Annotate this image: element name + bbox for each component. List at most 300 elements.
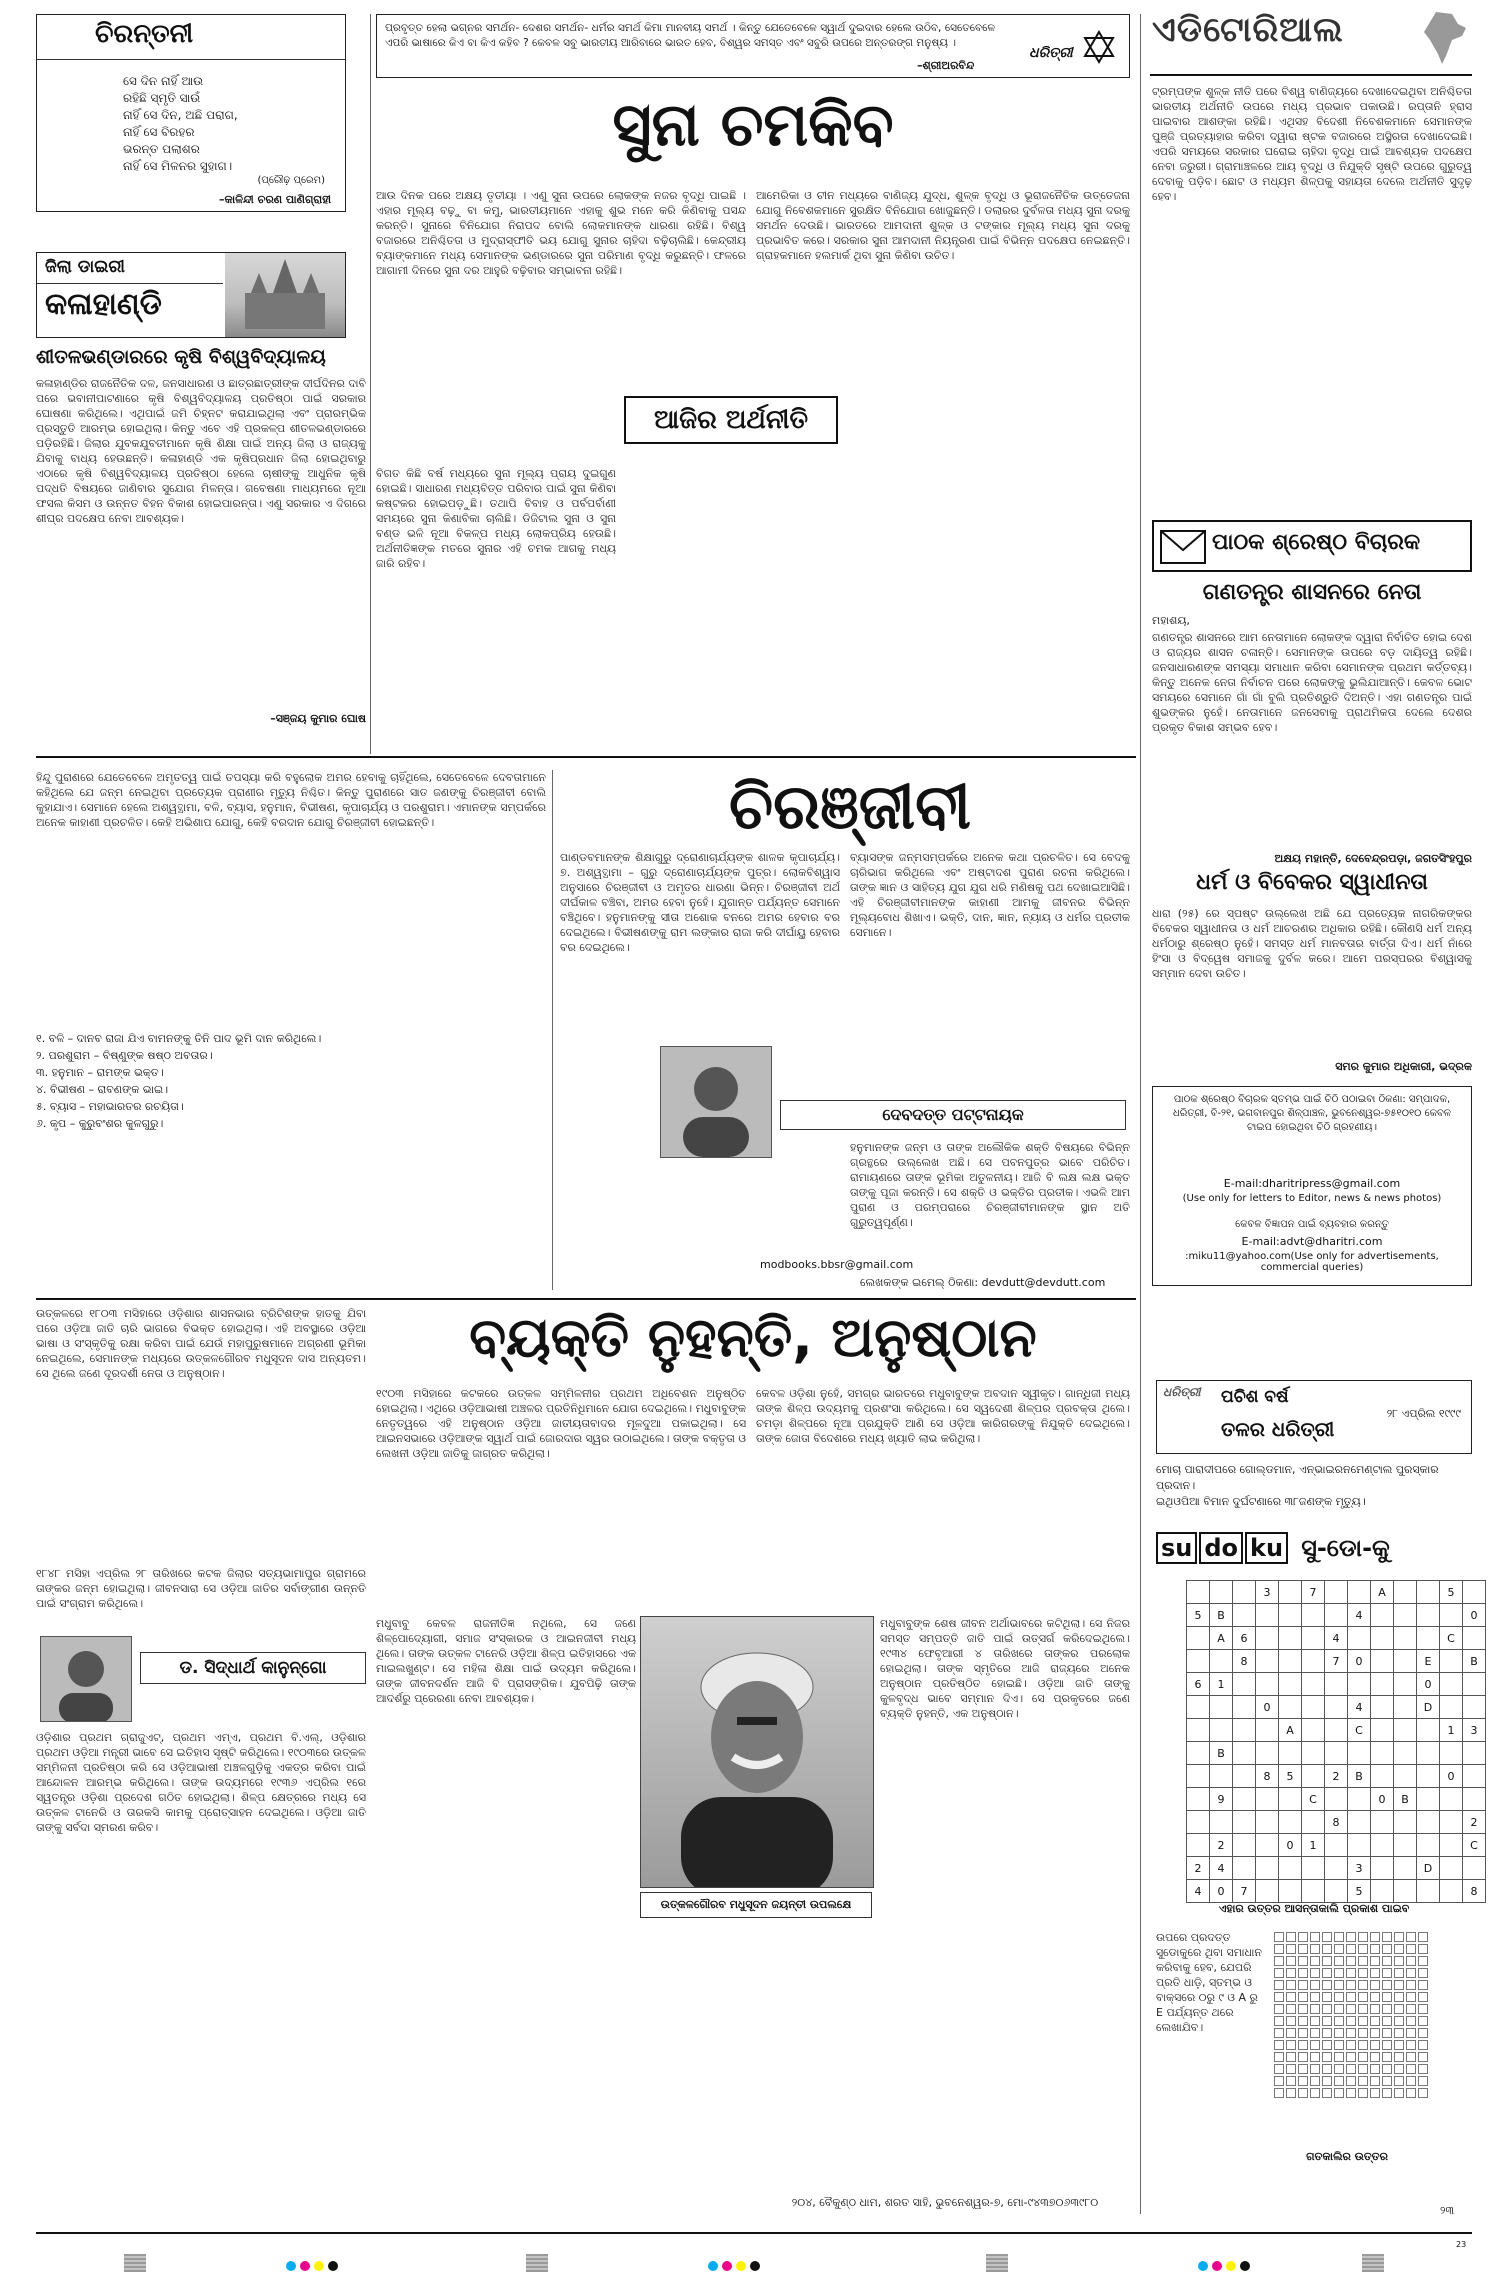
sudoku-cell[interactable] (1233, 1604, 1256, 1627)
chiranjeevi-col1: ହିନ୍ଦୁ ପୁରାଣରେ ଯେତେବେଳେ ଅମୃତତ୍ୱ ପାଇଁ ତପସ୍ୟା କରି ବହୁଲୋକ ଅମର ହେବାକୁ ଚାହିଁଥିଲେ, ସେତେବେଳେ ଦେବତାମାନେ କହିଥିଲେ ଯେ ଜନ୍ମ ନେଇଥିବା ପ୍ରତ୍ୟେକ ପ୍ରାଣୀର ମୃତ୍ୟୁ ନିଶ୍ଚିତ। କିନ୍ତୁ ପୁରାଣରେ ସାତ ଜଣଙ୍କୁ ଚିରଞ୍ଜୀବୀ ବୋଲି କୁହାଯାଏ। ସେମାନେ ହେଲେ ଅଶ୍ୱତ୍ଥାମା, ବଳି, ବ୍ୟାସ, ହନୁମାନ, ବିଭୀଷଣ, କୃପାଚାର୍ଯ୍ୟ ଓ ପରଶୁରାମ। ଏମାନଙ୍କ ସମ୍ପର୍କରେ ଅନେକ କାହାଣୀ ପ୍ରଚଳିତ। କେହି ଅଭିଶାପ ଯୋଗୁ, କେହି ବରଦାନ ଯୋଗୁ ଚିରଞ୍ଜୀବୀ ହୋଇଛନ୍ତି। (36, 771, 546, 829)
solution-cell (1406, 2028, 1416, 2038)
sudoku-cell[interactable] (1279, 1627, 1302, 1650)
sudoku-cell[interactable]: 5 (1279, 1765, 1302, 1788)
institution-col3b: ମଧୁବାବୁଙ୍କ ଶେଷ ଜୀବନ ଅର୍ଥାଭାବରେ କଟିଥିଲା। ସେ ନିଜର ସମସ୍ତ ସମ୍ପତ୍ତି ଜାତି ପାଇଁ ଉତ୍ସର୍ଗ କରିଦେଇଥିଲେ। ୧୯୩୪ ଫେବୃଆରୀ ୪ ତାରିଖରେ ତାଙ୍କର ପରଲୋକ ହୋଇଥିଲା। ତାଙ୍କ ସ୍ମୃତିରେ ଆଜି ରାଜ୍ୟରେ ଅନେକ ଅନୁଷ୍ଠାନ ପ୍ରତିଷ୍ଠିତ ହୋଇଛି। ଓଡ଼ିଆ ଜାତି ତାଙ୍କୁ କୁଳବୃଦ୍ଧ ଭାବେ ସମ୍ମାନ ଦିଏ। ସେ ପ୍ରକୃତରେ ଜଣେ ବ୍ୟକ୍ତି ନୁହନ୍ତି, ଏକ ଅନୁଷ୍ଠାନ। (880, 1617, 1130, 1720)
sudoku-cell[interactable] (1233, 1811, 1256, 1834)
sudoku-cell[interactable] (1417, 1627, 1440, 1650)
institution-headline: ବ୍ୟକ୍ତି ନୁହନ୍ତି, ଅନୁଷ୍ଠାନ (469, 1306, 1037, 1369)
sudoku-cell[interactable] (1440, 1742, 1463, 1765)
diary-district: କଳାହାଣ୍ଡି (45, 287, 162, 322)
sudoku-cell[interactable] (1187, 1650, 1210, 1673)
masthead-title: ଏଡିଟୋରିଆଲ (1152, 10, 1344, 50)
solution-cell (1406, 1956, 1416, 1966)
institution-col3: କେବଳ ଓଡ଼ିଶା ନୁହେଁ, ସମଗ୍ର ଭାରତରେ ମଧୁବାବୁଙ୍କ ଅବଦାନ ସ୍ୱୀକୃତ। ଗାନ୍ଧିଜୀ ମଧ୍ୟ ତାଙ୍କ ଶିଳ୍ପ ଉଦ୍ୟମକୁ ପ୍ରଶଂସା କରିଥିଲେ। ସେ ସ୍ୱଦେଶୀ ଶିଳ୍ପର ପ୍ରବକ୍ତା ଥିଲେ। ଚମଡ଼ା ଶିଳ୍ପରେ ନୂଆ ପ୍ରଯୁକ୍ତି ଆଣି ସେ ଓଡ଼ିଆ କାରିଗରଙ୍କୁ ନିଯୁକ୍ତି ଦେଇଥିଲେ। ତାଙ୍କ ଜୋତା ବିଦେଶରେ ମଧ୍ୟ ଖ୍ୟାତି ଲାଭ କରିଥିଲା। (756, 1387, 1130, 1445)
sudoku-cell[interactable] (1187, 1627, 1210, 1650)
sudoku-cell[interactable]: 8 (1325, 1811, 1348, 1834)
chiranjeevi-author-email[interactable]: ଲେଖକଙ୍କ ଇମେଲ୍ ଠିକଣା: devdutt@devdutt.com (860, 1276, 1106, 1289)
solution-cell (1298, 1980, 1308, 1990)
solution-cell (1298, 2040, 1308, 2050)
solution-cell (1346, 2088, 1356, 2098)
letter2-author: ସମର କୁମାର ଅଧିକାରୀ, ଭଦ୍ରକ (1335, 1060, 1472, 1073)
sudoku-cell[interactable] (1348, 1627, 1371, 1650)
sudoku-cell[interactable] (1417, 1834, 1440, 1857)
solution-cell (1406, 1992, 1416, 2002)
sudoku-cell[interactable] (1210, 1581, 1233, 1604)
solution-cell (1394, 2052, 1404, 2062)
sudoku-cell[interactable]: 4 (1187, 1880, 1210, 1903)
solution-cell (1310, 1956, 1320, 1966)
sudoku-cell[interactable] (1440, 1857, 1463, 1880)
solution-cell (1322, 2004, 1332, 2014)
diary-label: ଜିଲା ଡାଇରୀ (45, 257, 125, 277)
solution-cell (1298, 1992, 1308, 2002)
solution-cell (1406, 1980, 1416, 1990)
sudoku-cell[interactable] (1440, 1673, 1463, 1696)
solution-cell (1382, 2052, 1392, 2062)
sudoku-cell[interactable] (1279, 1696, 1302, 1719)
sudoku-cell[interactable] (1394, 1857, 1417, 1880)
sudoku-cell[interactable] (1279, 1581, 1302, 1604)
solution-cell (1394, 1980, 1404, 1990)
sudoku-title-part: ku (1245, 1532, 1288, 1564)
sudoku-cell[interactable] (1394, 1627, 1417, 1650)
sudoku-cell[interactable] (1233, 1834, 1256, 1857)
sudoku-cell[interactable] (1463, 1788, 1486, 1811)
sudoku-cell[interactable] (1394, 1811, 1417, 1834)
sudoku-cell[interactable] (1187, 1696, 1210, 1719)
sudoku-cell[interactable]: 0 (1210, 1880, 1233, 1903)
institution-col2: ୧୯୦୩ ମସିହାରେ କଟକରେ ଉତ୍କଳ ସମ୍ମିଳନୀର ପ୍ରଥମ ଅଧିବେଶନ ଅନୁଷ୍ଠିତ ହୋଇଥିଲା। ଏଥିରେ ଓଡ଼ିଆଭାଷୀ ଅଞ୍ଚଳର ପ୍ରତିନିଧିମାନେ ଯୋଗ ଦେଇଥିଲେ। ମଧୁବାବୁଙ୍କ ନେତୃତ୍ୱରେ ଏହି ଅନୁଷ୍ଠାନ ଓଡ଼ିଆ ଜାତୀୟତାବାଦର ମୂଳଦୁଆ ପକାଇଥିଲା। ସେ ଆଇନସଭାରେ ଓଡ଼ିଆଙ୍କ ସ୍ୱାର୍ଥ ପାଇଁ ଜୋରଦାର ସ୍ୱର ଉଠାଇଥିଲେ। ତାଙ୍କ ବକ୍ତୃତା ଓ ଲେଖନୀ ଓଡ଼ିଆ ଜାତିକୁ ଜାଗ୍ରତ କରିଥିଲା। (376, 1387, 746, 1460)
solution-cell (1334, 2028, 1344, 2038)
sudoku-cell[interactable] (1256, 1604, 1279, 1627)
sudoku-cell[interactable] (1440, 1696, 1463, 1719)
solution-cell (1394, 1956, 1404, 1966)
solution-cell (1418, 1956, 1428, 1966)
solution-cell (1334, 1980, 1344, 1990)
sudoku-cell[interactable]: 4 (1348, 1604, 1371, 1627)
sudoku-cell[interactable] (1187, 1719, 1210, 1742)
solution-cell (1322, 1932, 1332, 1942)
solution-cell (1406, 1944, 1416, 1954)
solution-cell (1370, 2052, 1380, 2062)
sudoku-cell[interactable] (1325, 1857, 1348, 1880)
sudoku-cell[interactable] (1302, 1696, 1325, 1719)
list-item: ୪. ବିଭୀଷଣ – ରାବଣଙ୍କ ଭାଇ। (36, 1083, 169, 1096)
sudoku-cell[interactable]: A (1210, 1627, 1233, 1650)
sudoku-cell[interactable] (1394, 1880, 1417, 1903)
sudoku-cell[interactable] (1187, 1742, 1210, 1765)
sudoku-cell[interactable] (1233, 1673, 1256, 1696)
sudoku-cell[interactable] (1233, 1857, 1256, 1880)
sudoku-cell[interactable]: C (1440, 1627, 1463, 1650)
sudoku-cell[interactable]: 7 (1233, 1880, 1256, 1903)
chiranjeevi-col3b: ହନୁମାନଙ୍କ ଜନ୍ମ ଓ ତାଙ୍କ ଅଲୌକିକ ଶକ୍ତି ବିଷୟରେ ବିଭିନ୍ନ ଗ୍ରନ୍ଥରେ ଉଲ୍ଲେଖ ଅଛି। ସେ ପବନପୁତ୍ର ଭାବେ ପରିଚିତ। ରାମାୟଣରେ ତାଙ୍କ ଭୂମିକା ଅତୁଳନୀୟ। ଆଜି ବି ଲକ୍ଷ ଲକ୍ଷ ଭକ୍ତ ତାଙ୍କୁ ପୂଜା କରନ୍ତି। ସେ ଶକ୍ତି ଓ ଭକ୍ତିର ପ୍ରତୀକ। ଏଭଳି ଆମ ପୁରାଣ ଓ ପରମ୍ପରାରେ ଚିରଞ୍ଜୀବୀମାନଙ୍କ ସ୍ଥାନ ଅତି ଗୁରୁତ୍ୱପୂର୍ଣ୍ଣ। (850, 1141, 1130, 1229)
sudoku-cell[interactable] (1440, 1604, 1463, 1627)
sudoku-cell[interactable] (1302, 1673, 1325, 1696)
sudoku-cell[interactable] (1440, 1788, 1463, 1811)
sudoku-cell[interactable] (1440, 1880, 1463, 1903)
sudoku-cell[interactable] (1417, 1742, 1440, 1765)
sudoku-cell[interactable] (1210, 1719, 1233, 1742)
sudoku-cell[interactable]: 1 (1210, 1673, 1233, 1696)
sudoku-cell[interactable] (1394, 1650, 1417, 1673)
sudoku-cell[interactable] (1325, 1581, 1348, 1604)
list-item: ଇଥିଓପିଆ ବିମାନ ଦୁର୍ଘଟଣାରେ ୩୮ଜଣଙ୍କ ମୃତ୍ୟୁ। (1156, 1495, 1366, 1508)
sudoku-cell[interactable] (1210, 1650, 1233, 1673)
sudoku-cell[interactable] (1325, 1696, 1348, 1719)
solution-cell (1346, 2028, 1356, 2038)
solution-cell (1382, 2040, 1392, 2050)
sudoku-cell[interactable] (1463, 1857, 1486, 1880)
solution-cell (1334, 2016, 1344, 2026)
sudoku-cell[interactable]: 4 (1348, 1696, 1371, 1719)
solution-cell (1298, 2064, 1308, 2074)
sudoku-cell[interactable]: C (1348, 1719, 1371, 1742)
sudoku-cell[interactable]: 4 (1325, 1627, 1348, 1650)
solution-cell (1382, 2028, 1392, 2038)
sudoku-cell[interactable] (1371, 1696, 1394, 1719)
solution-cell (1322, 2016, 1332, 2026)
sudoku-cell[interactable] (1417, 1811, 1440, 1834)
sudoku-cell[interactable] (1371, 1719, 1394, 1742)
solution-cell (1334, 2088, 1344, 2098)
sudoku-cell[interactable]: 3 (1463, 1719, 1486, 1742)
poem-line: ନାହିଁ ସେ ଦିନ, ଅଛି ପରାଗ, (123, 108, 238, 122)
solution-cell (1310, 1980, 1320, 1990)
sudoku-cell[interactable]: 7 (1325, 1650, 1348, 1673)
poem-title: ଚିରନ୍ତନୀ (95, 19, 194, 49)
solution-cell (1358, 2052, 1368, 2062)
sudoku-cell[interactable] (1371, 1857, 1394, 1880)
sudoku-cell[interactable] (1463, 1581, 1486, 1604)
sudoku-cell[interactable]: A (1279, 1719, 1302, 1742)
list-item: ୫. ବ୍ୟାସ – ମହାଭାରତର ରଚୟିତା। (36, 1100, 184, 1113)
solution-cell (1418, 2016, 1428, 2026)
sudoku-cell[interactable] (1233, 1742, 1256, 1765)
sudoku-cell[interactable]: 0 (1279, 1834, 1302, 1857)
sudoku-title-odia: ସୁ-ଡୋ-କୁ (1301, 1534, 1390, 1562)
solution-cell (1286, 1932, 1296, 1942)
sudoku-cell[interactable] (1233, 1719, 1256, 1742)
sudoku-cell[interactable] (1256, 1742, 1279, 1765)
sudoku-cell[interactable] (1187, 1788, 1210, 1811)
sudoku-cell[interactable] (1233, 1788, 1256, 1811)
sudoku-cell[interactable] (1371, 1811, 1394, 1834)
india-map-icon (1422, 10, 1468, 66)
solution-cell (1346, 2076, 1356, 2086)
sudoku-cell[interactable] (1279, 1880, 1302, 1903)
sudoku-cell[interactable]: B (1210, 1604, 1233, 1627)
sudoku-cell[interactable] (1348, 1581, 1371, 1604)
sudoku-cell[interactable] (1279, 1604, 1302, 1627)
solution-cell (1322, 1956, 1332, 1966)
sudoku-cell[interactable] (1371, 1880, 1394, 1903)
institution-col2b: ମଧୁବାବୁ କେବଳ ରାଜନୀତିଜ୍ଞ ନଥିଲେ, ସେ ଜଣେ ଶିଳ୍ପୋଦ୍ୟୋଗୀ, ସମାଜ ସଂସ୍କାରକ ଓ ଆଇନଜୀବୀ ମଧ୍ୟ ଥିଲେ। ତାଙ୍କ ଉତ୍କଳ ଟାନେରି ଓଡ଼ିଆ ଶିଳ୍ପ ଇତିହାସରେ ଏକ ମାଇଲଖୁଣ୍ଟ। ସେ ମହିଳା ଶିକ୍ଷା ପାଇଁ ଉଦ୍ୟମ କରିଥିଲେ। ତାଙ୍କ ଜୀବନଦର୍ଶନ ଆଜି ବି ପ୍ରାସଙ୍ଗିକ। ଯୁବପିଢ଼ି ତାଙ୍କ ଆଦର୍ଶରୁ ପ୍ରେରଣା ନେବା ଆବଶ୍ୟକ। (376, 1617, 636, 1705)
sudoku-cell[interactable]: 2 (1210, 1834, 1233, 1857)
letter1-body: ଗଣତନ୍ତ୍ର ଶାସନରେ ଆମ ନେତାମାନେ ଲୋକଙ୍କ ଦ୍ୱାରା ନିର୍ବାଚିତ ହୋଇ ଦେଶ ଓ ରାଜ୍ୟର ଶାସନ ଚଳାନ୍ତି। ସେମାନଙ୍କ ଉପରେ ବଡ଼ ଦାୟିତ୍ୱ ରହିଛି। ଜନସାଧାରଣଙ୍କ ସମସ୍ୟା ସମାଧାନ କରିବା ସେମାନଙ୍କ ପ୍ରଥମ କର୍ତ୍ତବ୍ୟ। କିନ୍ତୁ ଅନେକ ନେତା ନିର୍ବାଚନ ପରେ ଲୋକଙ୍କୁ ଭୁଲିଯାଆନ୍ତି। କେବଳ ଭୋଟ ସମୟରେ ସେମାନେ ଗାଁ ଗାଁ ବୁଲି ପ୍ରତିଶ୍ରୁତି ଦିଅନ୍ତି। ଏହା ଗଣତନ୍ତ୍ର ପାଇଁ ଶୁଭଙ୍କର ନୁହେଁ। ନେତାମାନେ ଜନସେବାକୁ ପ୍ରାଥମିକତା ଦେଲେ ଦେଶର ପ୍ରକୃତ ବିକାଶ ସମ୍ଭବ ହେବ। (1152, 631, 1472, 734)
sudoku-cell[interactable] (1371, 1604, 1394, 1627)
solution-cell (1418, 2028, 1428, 2038)
solution-cell (1334, 2040, 1344, 2050)
sudoku-cell[interactable]: B (1348, 1765, 1371, 1788)
solution-cell (1274, 1944, 1284, 1954)
sudoku-cell[interactable]: 5 (1440, 1581, 1463, 1604)
sudoku-cell[interactable] (1233, 1581, 1256, 1604)
solution-cell (1274, 2016, 1284, 2026)
solution-cell (1274, 2028, 1284, 2038)
solution-cell (1274, 2040, 1284, 2050)
sudoku-cell[interactable] (1210, 1765, 1233, 1788)
sudoku-cell[interactable] (1187, 1834, 1210, 1857)
sudoku-cell[interactable] (1187, 1811, 1210, 1834)
sudoku-cell[interactable]: 2 (1463, 1811, 1486, 1834)
sudoku-cell[interactable] (1394, 1834, 1417, 1857)
sudoku-cell[interactable] (1302, 1765, 1325, 1788)
sudoku-cell[interactable]: 7 (1302, 1581, 1325, 1604)
solution-cell (1310, 2040, 1320, 2050)
solution-cell (1406, 2040, 1416, 2050)
sudoku-cell[interactable] (1302, 1627, 1325, 1650)
sudoku-cell[interactable] (1210, 1696, 1233, 1719)
sudoku-cell[interactable]: 0 (1463, 1604, 1486, 1627)
sudoku-cell[interactable] (1417, 1880, 1440, 1903)
sudoku-cell[interactable] (1325, 1742, 1348, 1765)
contact-email-letters[interactable]: E-mail:dharitripress@gmail.com (1223, 1177, 1401, 1190)
sudoku-cell[interactable]: 2 (1187, 1857, 1210, 1880)
solution-cell (1382, 1956, 1392, 1966)
sudoku-cell[interactable] (1256, 1880, 1279, 1903)
sudoku-cell[interactable] (1348, 1788, 1371, 1811)
sudoku-cell[interactable]: 8 (1233, 1650, 1256, 1673)
solution-cell (1298, 2052, 1308, 2062)
sudoku-cell[interactable] (1371, 1650, 1394, 1673)
solution-cell (1322, 1992, 1332, 2002)
sudoku-cell[interactable]: 0 (1417, 1673, 1440, 1696)
sudoku-cell[interactable] (1233, 1696, 1256, 1719)
solution-cell (1346, 1992, 1356, 2002)
sudoku-cell[interactable] (1394, 1581, 1417, 1604)
sudoku-cell[interactable] (1325, 1788, 1348, 1811)
sudoku-cell[interactable] (1417, 1765, 1440, 1788)
solution-cell (1286, 1944, 1296, 1954)
twentyfive-date: ୨୮ ଏପ୍ରିଲ ୧୯୯୯ (1386, 1407, 1461, 1420)
sudoku-cell[interactable] (1394, 1673, 1417, 1696)
solution-cell (1298, 2016, 1308, 2026)
sudoku-cell[interactable] (1325, 1673, 1348, 1696)
sudoku-cell[interactable] (1371, 1627, 1394, 1650)
solution-cell (1394, 1932, 1404, 1942)
contact-email-letters-note: (Use only for letters to Editor, news & news photos) (1182, 1193, 1442, 1204)
solution-cell (1286, 2028, 1296, 2038)
sudoku-cell[interactable] (1348, 1673, 1371, 1696)
sudoku-cell[interactable] (1394, 1765, 1417, 1788)
sudoku-cell[interactable]: D (1417, 1857, 1440, 1880)
sudoku-cell[interactable] (1371, 1765, 1394, 1788)
sudoku-cell[interactable] (1440, 1834, 1463, 1857)
sudoku-cell[interactable]: B (1463, 1650, 1486, 1673)
twentyfive-items (1156, 1462, 1472, 1510)
sudoku-cell[interactable]: 2 (1325, 1765, 1348, 1788)
sudoku-cell[interactable] (1256, 1811, 1279, 1834)
sudoku-cell[interactable] (1394, 1719, 1417, 1742)
sudoku-cell[interactable] (1256, 1627, 1279, 1650)
sudoku-cell[interactable] (1417, 1788, 1440, 1811)
sudoku-cell[interactable] (1256, 1650, 1279, 1673)
sudoku-cell[interactable]: 6 (1233, 1627, 1256, 1650)
sudoku-cell[interactable] (1256, 1673, 1279, 1696)
solution-cell (1322, 1968, 1332, 1978)
registration-color-dots (1196, 2256, 1252, 2275)
solution-cell (1346, 2016, 1356, 2026)
sudoku-cell[interactable] (1348, 1742, 1371, 1765)
solution-cell (1358, 2028, 1368, 2038)
sudoku-cell[interactable]: 5 (1187, 1604, 1210, 1627)
registration-gray-mark (986, 2254, 1008, 2272)
sudoku-cell[interactable] (1302, 1742, 1325, 1765)
twentyfive-brand: ଧରିତ୍ରୀ (1163, 1385, 1201, 1399)
contact-email-ads-alt[interactable]: :miku11@yahoo.com(Use only for advertisements, commercial queries) (1185, 1251, 1439, 1273)
solution-cell (1382, 2088, 1392, 2098)
sudoku-cell[interactable] (1302, 1719, 1325, 1742)
solution-cell (1322, 2052, 1332, 2062)
sudoku-cell[interactable] (1256, 1857, 1279, 1880)
solution-cell (1274, 2052, 1284, 2062)
sudoku-cell[interactable] (1187, 1581, 1210, 1604)
sudoku-cell[interactable] (1279, 1811, 1302, 1834)
sudoku-cell[interactable]: D (1417, 1696, 1440, 1719)
sudoku-cell[interactable] (1325, 1880, 1348, 1903)
sudoku-cell[interactable] (1279, 1650, 1302, 1673)
sudoku-cell[interactable] (1348, 1834, 1371, 1857)
sudoku-cell[interactable] (1463, 1765, 1486, 1788)
sudoku-cell[interactable]: 6 (1187, 1673, 1210, 1696)
quote-box (376, 14, 1130, 78)
sudoku-cell[interactable]: 8 (1463, 1880, 1486, 1903)
solution-cell (1382, 2016, 1392, 2026)
sudoku-title (1156, 1532, 1472, 1572)
sudoku-cell[interactable]: E (1417, 1650, 1440, 1673)
sudoku-cell[interactable]: 9 (1210, 1788, 1233, 1811)
sudoku-cell[interactable]: C (1463, 1834, 1486, 1857)
sudoku-cell[interactable] (1233, 1765, 1256, 1788)
sudoku-cell[interactable]: 1 (1440, 1719, 1463, 1742)
list-item: ୨. ପରଶୁରାମ – ବିଷ୍ଣୁଙ୍କ ଷଷ୍ଠ ଅବତାର। (36, 1049, 213, 1062)
sudoku-cell[interactable] (1256, 1719, 1279, 1742)
sudoku-cell[interactable] (1302, 1880, 1325, 1903)
sudoku-cell[interactable] (1417, 1604, 1440, 1627)
solution-cell (1274, 1956, 1284, 1966)
agri-body: କଳାହାଣ୍ଡିର ରାଜନୈତିକ ଦଳ, ଜନସାଧାରଣ ଓ ଛାତ୍ରଛାତ୍ରୀଙ୍କ ଦୀର୍ଘଦିନର ଦାବି ପରେ ଭବାନୀପାଟଣାରେ କୃଷି ବିଶ୍ୱବିଦ୍ୟାଳୟ ପ୍ରତିଷ୍ଠା ପାଇଁ ସରକାର ଘୋଷଣା କରିଥିଲେ। ଏଥିପାଇଁ ଜମି ଚିହ୍ନଟ କରାଯାଇଥିଲା ଏବଂ ପ୍ରାରମ୍ଭିକ ପ୍ରସ୍ତୁତି ଆରମ୍ଭ ହୋଇଥିଲା। କିନ୍ତୁ ଏବେ ଏହି ପ୍ରକଳ୍ପ ଶୀତଳଭଣ୍ଡାରରେ ପଡ଼ିରହିଛି। ଜିଲାର ଯୁବକଯୁବତୀମାନେ କୃଷି ଶିକ୍ଷା ପାଇଁ ଅନ୍ୟ ଜିଲା ଓ ରାଜ୍ୟକୁ ଯିବାକୁ ବାଧ୍ୟ ହେଉଛନ୍ତି। କଳାହାଣ୍ଡି ଏକ କୃଷିପ୍ରଧାନ ଜିଲା ହୋଇଥିବାରୁ ଏଠାରେ କୃଷି ବିଶ୍ୱବିଦ୍ୟାଳୟ ପ୍ରତିଷ୍ଠା ହେଲେ ଚାଷୀଙ୍କୁ ଆଧୁନିକ କୃଷି ପଦ୍ଧତି ବିଷୟରେ ଜାଣିବାର ସୁଯୋଗ ମିଳନ୍ତା। ଗବେଷଣା ମାଧ୍ୟମରେ ନୂଆ ଫସଲ କିସମ ଓ ଉନ୍ନତ ବିହନ ବିକାଶ ହୋଇପାରନ୍ତା। ଏଣୁ ସରକାର ଏ ଦିଗରେ ଶୀଘ୍ର ପଦକ୍ଷେପ ନେବା ଆବଶ୍ୟକ। (36, 377, 366, 525)
sudoku-cell[interactable]: 4 (1210, 1857, 1233, 1880)
sudoku-cell[interactable] (1302, 1857, 1325, 1880)
sudoku-cell[interactable] (1394, 1742, 1417, 1765)
gold-body-col2: ବିଗତ କିଛି ବର୍ଷ ମଧ୍ୟରେ ସୁନା ମୂଲ୍ୟ ପ୍ରାୟ ଦୁଇଗୁଣ ହୋଇଛି। ସାଧାରଣ ମଧ୍ୟବିତ୍ତ ପରିବାର ପାଇଁ ସୁନା କିଣିବା କଷ୍ଟକର ହୋଇପଡ଼ୁଛି। ତଥାପି ବିବାହ ଓ ପର୍ବପର୍ବାଣୀ ସମୟରେ ସୁନା କିଣାବିକା ଚାଲିଛି। ଡିଜିଟାଲ ସୁନା ଓ ସୁନା ବଣ୍ଡ ଭଳି ନୂଆ ବିକଳ୍ପ ମଧ୍ୟ ଲୋକପ୍ରିୟ ହେଉଛି। ଅର୍ଥନୀତିଜ୍ଞଙ୍କ ମତରେ ସୁନାର ଏହି ଚମକ ଆଗକୁ ମଧ୍ୟ ଜାରି ରହିବ। (376, 467, 616, 570)
solution-cell (1286, 2088, 1296, 2098)
solution-cell (1358, 1956, 1368, 1966)
madhusudan-photo (640, 1616, 874, 1888)
sudoku-cell[interactable]: 5 (1348, 1880, 1371, 1903)
sudoku-cell[interactable]: A (1371, 1581, 1394, 1604)
sudoku-cell[interactable] (1463, 1627, 1486, 1650)
sudoku-cell[interactable]: 0 (1348, 1650, 1371, 1673)
reader-label: ପାଠକ ଶ୍ରେଷ୍ଠ ବିଚାରକ (1212, 530, 1421, 555)
sudoku-cell[interactable] (1302, 1650, 1325, 1673)
sudoku-cell[interactable] (1187, 1765, 1210, 1788)
sudoku-cell[interactable] (1371, 1834, 1394, 1857)
solution-cell (1310, 2088, 1320, 2098)
sudoku-cell[interactable] (1440, 1650, 1463, 1673)
sudoku-cell[interactable] (1279, 1788, 1302, 1811)
sudoku-cell[interactable]: B (1394, 1788, 1417, 1811)
quote-author: –ଶ୍ରୀଅରବିନ୍ଦ (917, 59, 975, 72)
sudoku-cell[interactable] (1302, 1811, 1325, 1834)
sudoku-cell[interactable] (1325, 1604, 1348, 1627)
solution-cell (1358, 2040, 1368, 2050)
sudoku-cell[interactable] (1302, 1604, 1325, 1627)
sudoku-cell[interactable]: 0 (1440, 1765, 1463, 1788)
sudoku-cell[interactable] (1256, 1834, 1279, 1857)
solution-cell (1394, 2028, 1404, 2038)
chiranjeevi-list (36, 1030, 546, 1132)
sudoku-cell[interactable] (1210, 1811, 1233, 1834)
author-name: ଦେବଦତ୍ତ ପଟ୍ଟନାୟକ (882, 1105, 1024, 1124)
sudoku-yesterday: ଗତକାଲିର ଉତ୍ତର (1306, 2150, 1388, 2163)
sudoku-cell[interactable]: 1 (1302, 1834, 1325, 1857)
solution-cell (1298, 2028, 1308, 2038)
sudoku-cell[interactable]: 3 (1256, 1581, 1279, 1604)
sudoku-cell[interactable] (1417, 1719, 1440, 1742)
sudoku-cell[interactable] (1256, 1788, 1279, 1811)
sudoku-cell[interactable]: 0 (1371, 1788, 1394, 1811)
quote-brand: ଧରିତ୍ରୀ (1029, 45, 1073, 61)
solution-cell (1370, 2016, 1380, 2026)
sudoku-cell[interactable] (1394, 1696, 1417, 1719)
solution-cell (1334, 1944, 1344, 1954)
sudoku-cell[interactable]: C (1302, 1788, 1325, 1811)
sudoku-cell[interactable] (1417, 1581, 1440, 1604)
contact-email-ads[interactable]: E-mail:advt@dharitri.com (1241, 1235, 1383, 1248)
sudoku-cell[interactable]: 0 (1256, 1696, 1279, 1719)
sudoku-cell[interactable] (1463, 1742, 1486, 1765)
solution-cell (1298, 1944, 1308, 1954)
solution-cell (1418, 2052, 1428, 2062)
chiranjeevi-book-email[interactable]: modbooks.bbsr@gmail.com (760, 1258, 914, 1271)
solution-cell (1298, 1932, 1308, 1942)
sudoku-cell[interactable] (1371, 1673, 1394, 1696)
solution-cell (1274, 1980, 1284, 1990)
sudoku-cell[interactable]: B (1210, 1742, 1233, 1765)
solution-cell (1310, 2076, 1320, 2086)
sudoku-cell[interactable]: 3 (1348, 1857, 1371, 1880)
solution-cell (1286, 1992, 1296, 2002)
sudoku-cell[interactable] (1463, 1673, 1486, 1696)
sudoku-cell[interactable] (1463, 1696, 1486, 1719)
sudoku-cell[interactable] (1279, 1742, 1302, 1765)
sudoku-cell[interactable] (1371, 1742, 1394, 1765)
sudoku-cell[interactable]: 8 (1256, 1765, 1279, 1788)
sudoku-cell[interactable] (1440, 1811, 1463, 1834)
sudoku-cell[interactable] (1325, 1834, 1348, 1857)
sudoku-cell[interactable] (1325, 1719, 1348, 1742)
solution-cell (1334, 2052, 1344, 2062)
solution-cell (1274, 1932, 1284, 1942)
sudoku-cell[interactable] (1279, 1673, 1302, 1696)
sudoku-cell[interactable] (1348, 1811, 1371, 1834)
sudoku-cell[interactable] (1394, 1604, 1417, 1627)
solution-cell (1394, 1992, 1404, 2002)
temple-photo (225, 253, 345, 337)
sudoku-cell[interactable] (1279, 1857, 1302, 1880)
